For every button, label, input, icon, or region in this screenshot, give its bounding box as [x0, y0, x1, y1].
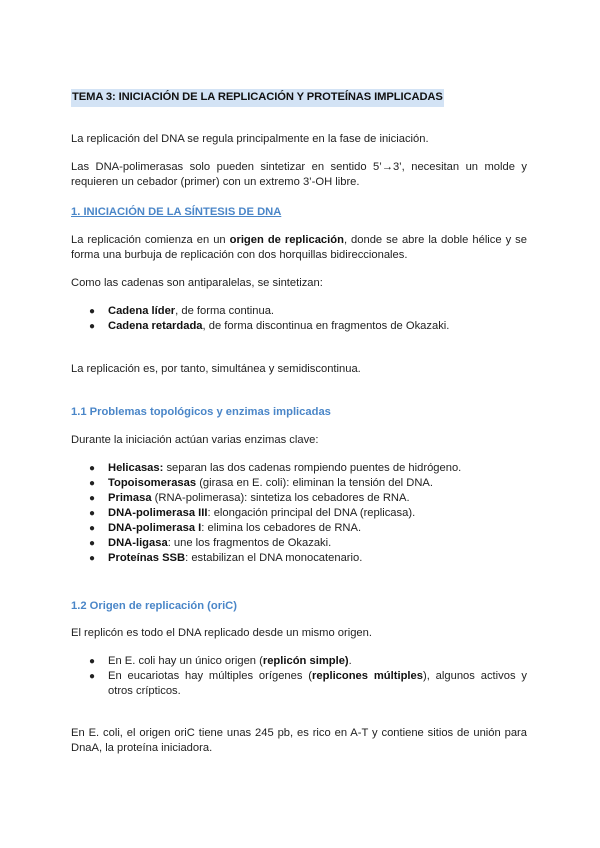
bullet-icon: ●	[89, 321, 96, 332]
list-item	[71, 551, 527, 566]
list-item	[71, 304, 527, 319]
bullet-icon: ●	[89, 553, 96, 564]
bold-term: origen de replicación	[229, 234, 344, 246]
bullet-icon: ●	[89, 508, 96, 519]
bullet-icon: ●	[89, 656, 96, 667]
item-text: En eucariotas hay múltiples orígenes (	[108, 670, 313, 682]
list-item	[71, 536, 527, 551]
text-run: , donde se abre la doble hélice y se forma una burbuja de replicación con dos horquillas bidireccionales.	[71, 234, 527, 261]
enzyme-list	[71, 461, 527, 566]
list-item	[71, 461, 527, 476]
section-1-2-heading: 1.2 Origen de replicación (oriC)	[71, 600, 237, 612]
list-item	[71, 506, 527, 521]
section-1-1-paragraph-1: Durante la iniciación actúan varias enzimas clave:	[71, 434, 319, 446]
item-text: , de forma discontinua en fragmentos de Okazaki.	[202, 320, 450, 332]
bold-term: DNA-polimerasa III	[108, 507, 208, 519]
bold-term: Cadena líder	[108, 305, 176, 317]
bold-term: Primasa	[108, 492, 152, 504]
bold-term: DNA-ligasa	[108, 537, 168, 549]
section-1-paragraph-1	[71, 233, 527, 263]
item-text: , de forma continua.	[175, 305, 275, 317]
bullet-icon: ●	[89, 538, 96, 549]
item-text: separan las dos cadenas rompiendo puentes de hidrógeno.	[163, 462, 462, 474]
bold-term: Helicasas:	[108, 462, 164, 474]
bold-term: replicón simple)	[262, 655, 349, 667]
bold-term: DNA-polimerasa I	[108, 522, 202, 534]
section-1-paragraph-2: Como las cadenas son antiparalelas, se sintetizan:	[71, 277, 323, 289]
list-item	[71, 319, 527, 334]
section-1-2-paragraph-2: En E. coli, el origen oriC tiene unas 245 pb, es rico en A-T y contiene sitios de unión para DnaA, la proteína iniciadora.	[71, 727, 527, 754]
bullet-icon: ●	[89, 523, 96, 534]
bullet-icon: ●	[89, 493, 96, 504]
list-item	[71, 521, 527, 536]
item-text: : estabilizan el DNA monocatenario.	[185, 552, 363, 564]
bold-term: Cadena retardada	[108, 320, 203, 332]
bullet-icon: ●	[89, 463, 96, 474]
list-item	[71, 669, 527, 699]
list-item	[71, 654, 527, 669]
list-item	[71, 476, 527, 491]
item-text: : une los fragmentos de Okazaki.	[167, 537, 332, 549]
bold-term: Topoisomerasas	[108, 477, 197, 489]
item-text: : elongación principal del DNA (replicasa).	[207, 507, 416, 519]
origin-list	[71, 654, 527, 699]
intro-paragraph-2: Las DNA-polimerasas solo pueden sintetizar en sentido 5’→3’, necesitan un molde y requieren un cebador (primer) con un extremo 3’-OH libre.	[71, 161, 527, 188]
item-text: : elimina los cebadores de RNA.	[201, 522, 362, 534]
intro-paragraph-1: La replicación del DNA se regula principalmente en la fase de iniciación.	[71, 133, 429, 145]
item-text: .	[348, 655, 352, 667]
text-run: La replicación comienza en un	[71, 234, 230, 246]
list-item	[71, 491, 527, 506]
bold-term: replicones múltiples	[312, 670, 423, 682]
section-1-2-paragraph-1: El replicón es todo el DNA replicado desde un mismo origen.	[71, 627, 372, 639]
section-1-heading: 1. INICIACIÓN DE LA SÍNTESIS DE DNA	[71, 206, 282, 218]
item-text: ), algunos activos y otros crípticos.	[108, 670, 527, 697]
bold-term: Proteínas SSB	[108, 552, 186, 564]
bullet-icon: ●	[89, 671, 96, 682]
section-1-1-heading: 1.1 Problemas topológicos y enzimas implicadas	[71, 406, 331, 418]
page-title: TEMA 3: INICIACIÓN DE LA REPLICACIÓN Y PROTEÍNAS IMPLICADAS	[71, 89, 444, 107]
item-text: (girasa en E. coli): eliminan la tensión del DNA.	[196, 477, 434, 489]
bullet-icon: ●	[89, 306, 96, 317]
strand-list	[71, 304, 527, 334]
bullet-icon: ●	[89, 478, 96, 489]
item-text: (RNA-polimerasa): sintetiza los cebadores de RNA.	[151, 492, 410, 504]
section-1-paragraph-3: La replicación es, por tanto, simultánea y semidiscontinua.	[71, 363, 361, 375]
item-text: En E. coli hay un único origen (	[108, 655, 263, 667]
